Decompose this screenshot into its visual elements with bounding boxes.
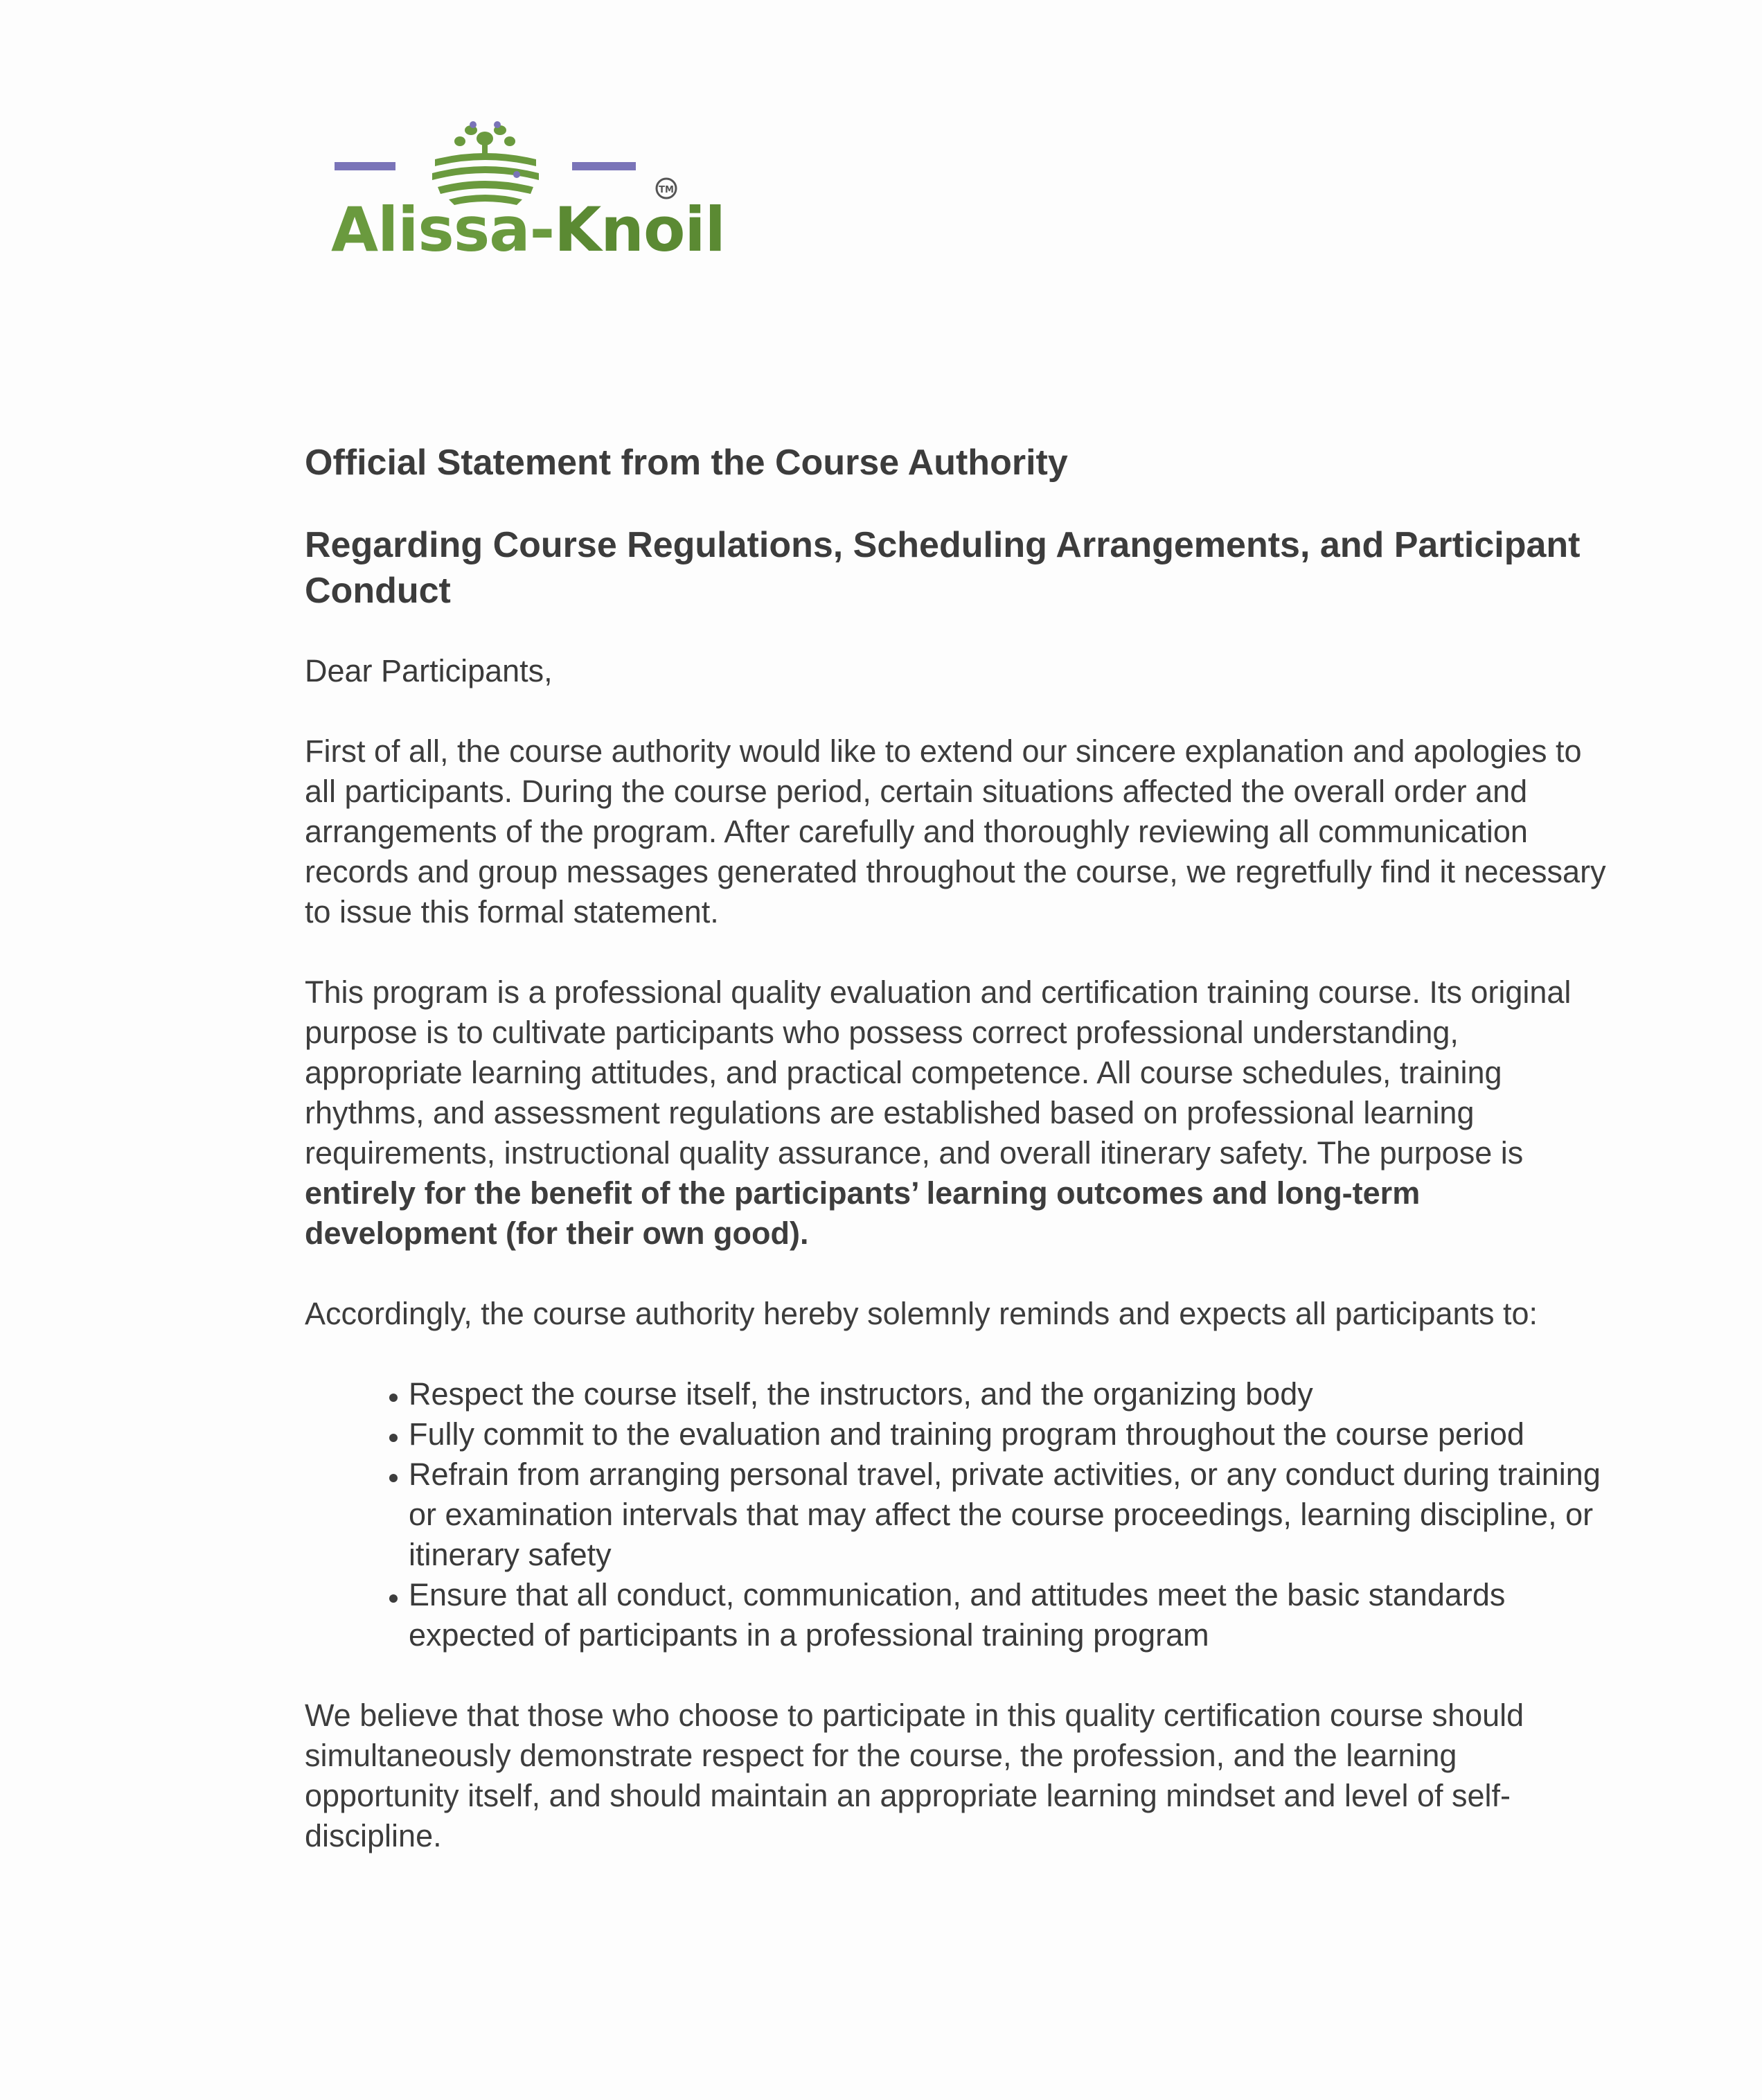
salutation: Dear Participants, (305, 653, 553, 688)
paragraph-closing-belief: We believe that those who choose to participate in this quality certification course should simultaneously demonstrate respect for the course, the profession, and the learning opportunity itself, and should maintain an appropriate learning mindset and level of self-discipline. (305, 1698, 1524, 1853)
bullet-icon (389, 1394, 398, 1402)
list-item (389, 1575, 1607, 1655)
paragraph-program-purpose-emphasis: entirely for the benefit of the participants’ learning outcomes and long-term development (for their own good). (305, 1175, 1421, 1251)
page-title: Official Statement from the Course Authority (305, 443, 1068, 483)
brand-name-first: Alissa- (331, 194, 555, 265)
page-subtitle: Regarding Course Regulations, Scheduling Arrangements, and Participant Conduct (305, 525, 1581, 611)
brand-name-second: Knoil (554, 194, 725, 265)
trademark-mark: TM (659, 185, 674, 195)
list-item (389, 1454, 1607, 1575)
paragraph-program-purpose-text: This program is a professional quality evaluation and certification training course. Its original purpose is to cultivate participants who possess correct professional understanding, appropriate learning attitudes, and practical competence. All course schedules, training rhythms, and assessment regulations are established based on professional learning requirements, instructional quality assurance, and overall itinerary safety. The purpose is (305, 975, 1572, 1171)
company-logo (331, 111, 725, 270)
letter-body (305, 441, 1607, 1896)
list-item-text: Ensure that all conduct, communication, and attitudes meet the basic standards expected of participants in a professional training program (409, 1577, 1506, 1653)
paragraph-apology: First of all, the course authority would like to extend our sincere explanation and apologies to all participants. During the course period, certain situations affected the overall order and arrangements of the program. After carefully and thoroughly reviewing all communication records and group messages generated throughout the course, we regretfully find it necessary to issue this formal statement. (305, 733, 1606, 929)
list-item (389, 1414, 1607, 1454)
list-item (389, 1374, 1607, 1414)
list-item-text: Fully commit to the evaluation and training program throughout the course period (409, 1416, 1524, 1452)
bullet-icon (389, 1474, 398, 1482)
brand-name (331, 194, 725, 265)
tree-leaf-emblem-icon (331, 111, 691, 208)
expectations-list (305, 1374, 1607, 1655)
list-item-text: Respect the course itself, the instructors, and the organizing body (409, 1376, 1313, 1412)
list-item-text: Refrain from arranging personal travel, private activities, or any conduct during training or examination intervals that may affect the course proceedings, learning discipline, or itinerary safety (409, 1457, 1601, 1572)
paragraph-program-purpose (305, 972, 1607, 1254)
bullet-icon (389, 1594, 398, 1603)
bullet-icon (389, 1434, 398, 1442)
paragraph-expectations-intro: Accordingly, the course authority hereby solemnly reminds and expects all participants to: (305, 1296, 1538, 1331)
